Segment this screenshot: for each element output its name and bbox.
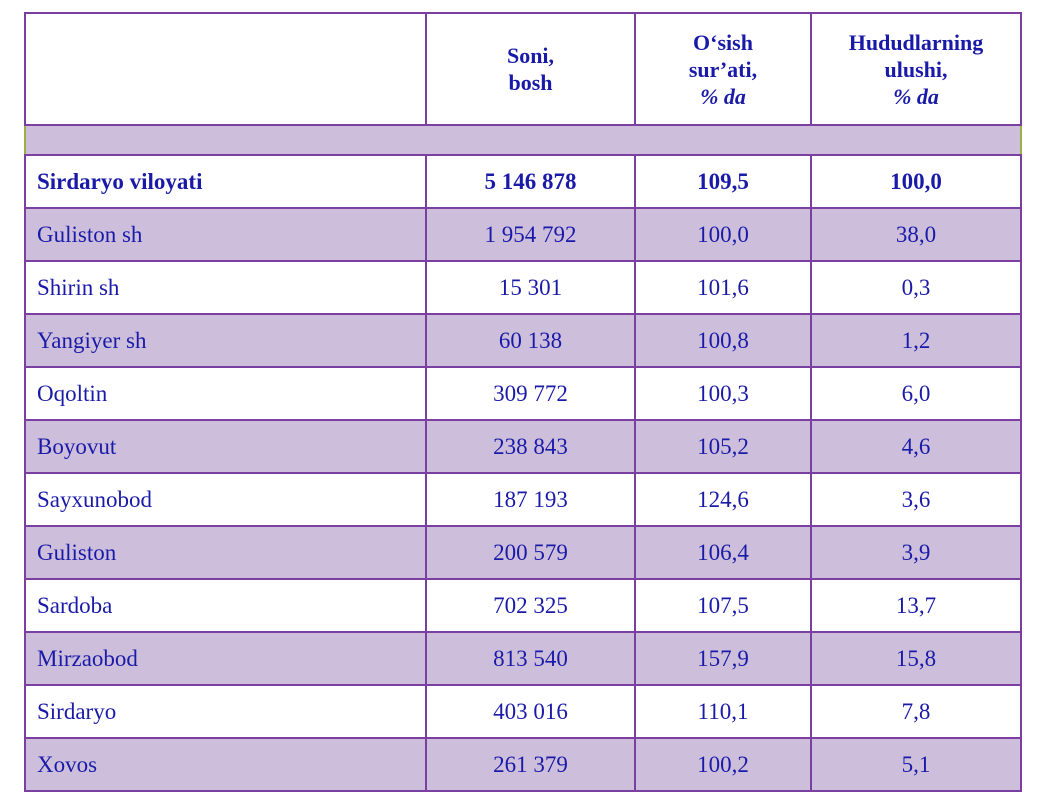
region-name-cell: Guliston sh <box>25 208 426 261</box>
region-name-cell: Mirzaobod <box>25 632 426 685</box>
table-row <box>25 473 1021 526</box>
header-count-line1: Soni, <box>506 43 555 68</box>
growth-rate-cell: 107,5 <box>635 579 811 632</box>
region-name-cell: Shirin sh <box>25 261 426 314</box>
table-row <box>25 261 1021 314</box>
growth-rate-cell: 100,8 <box>635 314 811 367</box>
total-row <box>25 155 1021 208</box>
growth-rate-cell: 106,4 <box>635 526 811 579</box>
count-cell: 813 540 <box>426 632 635 685</box>
header-share-line1: Hududlarning <box>848 29 984 55</box>
header-cell-name <box>25 13 426 125</box>
region-name-cell: Boyovut <box>25 420 426 473</box>
header-share-line3: % da <box>893 83 939 109</box>
count-cell: 5 146 878 <box>426 155 635 208</box>
count-cell: 60 138 <box>426 314 635 367</box>
count-cell: 187 193 <box>426 473 635 526</box>
share-cell: 3,6 <box>811 473 1021 526</box>
share-cell: 5,1 <box>811 738 1021 791</box>
count-cell: 403 016 <box>426 685 635 738</box>
table-row <box>25 314 1021 367</box>
share-cell: 7,8 <box>811 685 1021 738</box>
share-cell: 3,9 <box>811 526 1021 579</box>
count-cell: 702 325 <box>426 579 635 632</box>
region-name-cell: Guliston <box>25 526 426 579</box>
header-growth-line1: O‘sish <box>693 29 753 55</box>
count-cell: 309 772 <box>426 367 635 420</box>
share-cell: 15,8 <box>811 632 1021 685</box>
header-growth-line3: % da <box>700 83 746 109</box>
table-row <box>25 367 1021 420</box>
header-share-line2: ulushi, <box>884 56 948 82</box>
growth-rate-cell: 100,3 <box>635 367 811 420</box>
growth-rate-cell: 100,2 <box>635 738 811 791</box>
growth-rate-cell: 100,0 <box>635 208 811 261</box>
growth-rate-cell: 101,6 <box>635 261 811 314</box>
header-cell-share <box>811 13 1021 125</box>
growth-rate-cell: 157,9 <box>635 632 811 685</box>
region-name-cell: Yangiyer sh <box>25 314 426 367</box>
share-cell: 0,3 <box>811 261 1021 314</box>
region-name-cell: Sardoba <box>25 579 426 632</box>
header-cell-growth <box>635 13 811 125</box>
header-count-line2: bosh <box>508 70 553 95</box>
count-cell: 261 379 <box>426 738 635 791</box>
header-row <box>25 13 1021 125</box>
header-cell-count <box>426 13 635 125</box>
share-cell: 100,0 <box>811 155 1021 208</box>
growth-rate-cell: 124,6 <box>635 473 811 526</box>
statistics-table <box>24 12 1022 792</box>
count-cell: 200 579 <box>426 526 635 579</box>
count-cell: 238 843 <box>426 420 635 473</box>
region-name-cell: Sirdaryo viloyati <box>25 155 426 208</box>
share-cell: 6,0 <box>811 367 1021 420</box>
region-name-cell: Sayxunobod <box>25 473 426 526</box>
table-body <box>25 155 1021 791</box>
header-growth-line2: sur’ati, <box>688 56 758 82</box>
spacer-cell <box>25 125 1021 155</box>
growth-rate-cell: 109,5 <box>635 155 811 208</box>
table-row <box>25 632 1021 685</box>
table-row <box>25 685 1021 738</box>
table-row <box>25 208 1021 261</box>
table-row <box>25 526 1021 579</box>
count-cell: 15 301 <box>426 261 635 314</box>
table-row <box>25 579 1021 632</box>
spacer-row <box>25 125 1021 155</box>
share-cell: 13,7 <box>811 579 1021 632</box>
growth-rate-cell: 110,1 <box>635 685 811 738</box>
table-row <box>25 738 1021 791</box>
region-name-cell: Sirdaryo <box>25 685 426 738</box>
count-cell: 1 954 792 <box>426 208 635 261</box>
share-cell: 38,0 <box>811 208 1021 261</box>
region-name-cell: Oqoltin <box>25 367 426 420</box>
region-name-cell: Xovos <box>25 738 426 791</box>
share-cell: 1,2 <box>811 314 1021 367</box>
table-row <box>25 420 1021 473</box>
growth-rate-cell: 105,2 <box>635 420 811 473</box>
share-cell: 4,6 <box>811 420 1021 473</box>
